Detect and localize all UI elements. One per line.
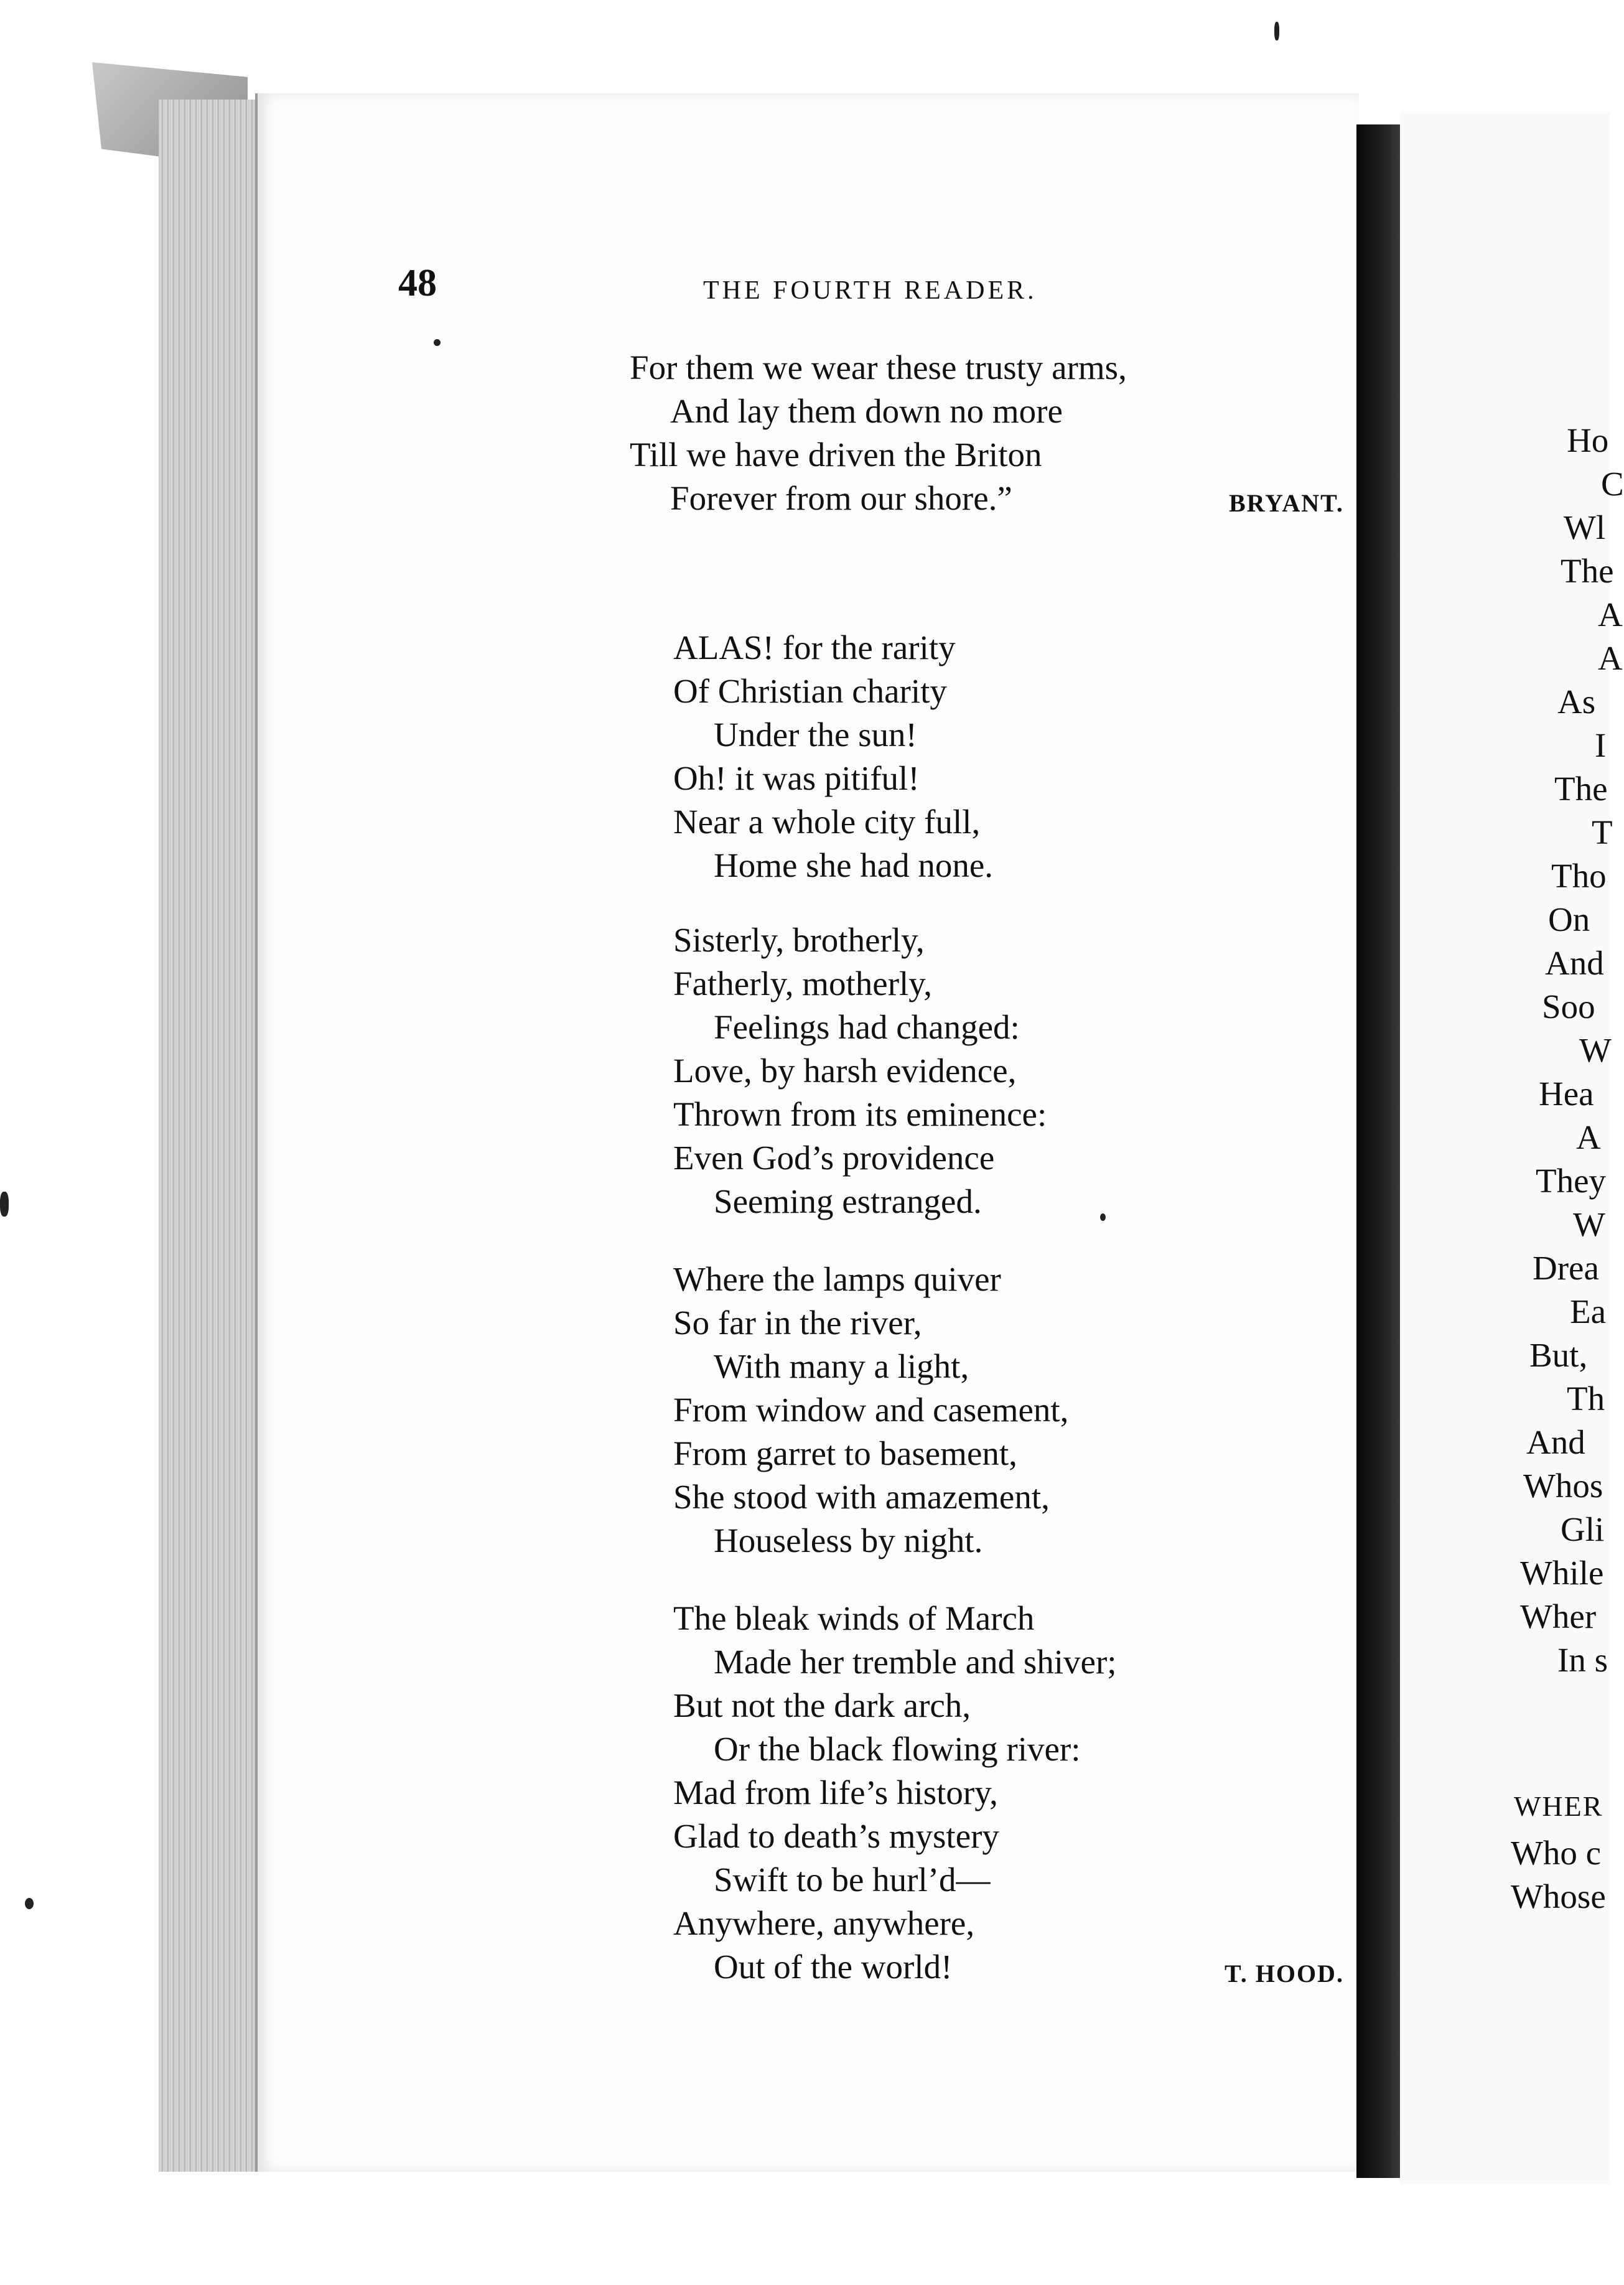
facing-page-fragment: Hea <box>1539 1075 1594 1113</box>
running-head: THE FOURTH READER. <box>703 276 1037 305</box>
facing-page-fragment: Th <box>1567 1380 1605 1418</box>
poem2-line: Oh! it was pitiful! <box>673 759 920 797</box>
facing-page-fragment: Ea <box>1570 1292 1607 1330</box>
facing-page-fragment: W <box>1573 1205 1605 1243</box>
poem2-line: Fatherly, motherly, <box>673 965 932 1002</box>
poem2-line: Or the black flowing river: <box>714 1730 1081 1768</box>
poem2-line: Love, by harsh evidence, <box>673 1052 1017 1090</box>
facing-page-fragment: And <box>1545 944 1604 982</box>
facing-page-fragment: In s <box>1557 1641 1608 1679</box>
facing-page-fragment: Wher <box>1520 1597 1597 1635</box>
facing-page-fragment: And <box>1526 1423 1585 1461</box>
facing-page-fragment: I <box>1595 726 1607 764</box>
poem2-line: The bleak winds of March <box>673 1599 1035 1637</box>
poem2-line: Home she had none. <box>714 846 994 884</box>
poem2-line: Houseless by night. <box>714 1521 983 1559</box>
poem2-line: Mad from life’s history, <box>673 1773 998 1811</box>
poem2-line: But not the dark arch, <box>673 1686 971 1724</box>
facing-page-fragment: Soo <box>1542 988 1595 1026</box>
poem2-line: Under the sun! <box>714 716 917 754</box>
poem2-line: Glad to death’s mystery <box>673 1817 999 1855</box>
facing-page-fragment: Drea <box>1533 1249 1599 1287</box>
poem2-line: From garret to basement, <box>673 1434 1017 1472</box>
facing-page-fragment: But, <box>1529 1336 1588 1374</box>
facing-page-fragment: Whose <box>1511 1877 1606 1915</box>
facing-page-fragment: Ho <box>1567 421 1609 459</box>
facing-page-fragment: On <box>1548 900 1590 938</box>
facing-page-fragment: The <box>1561 552 1614 590</box>
facing-page-fragment: Gli <box>1561 1510 1605 1548</box>
poem2-line: Where the lamps quiver <box>673 1260 1001 1298</box>
poem1-line: Till we have driven the Briton <box>630 436 1042 474</box>
poem2-line: She stood with amazement, <box>673 1478 1050 1516</box>
poem1-line: And lay them down no more <box>670 392 1063 430</box>
poem2-line: Swift to be hurl’d— <box>714 1861 991 1899</box>
facing-page-fragment: While <box>1520 1554 1604 1592</box>
facing-page-fragment: Wl <box>1564 508 1606 546</box>
poem2-line: So far in the river, <box>673 1304 922 1342</box>
ink-speck <box>1100 1213 1106 1221</box>
facing-page-fragment: A <box>1598 639 1623 677</box>
poem2-line: Even God’s providence <box>673 1139 995 1177</box>
facing-page-fragment: A <box>1576 1118 1601 1156</box>
poem2-attribution: T. HOOD. <box>1225 1960 1344 1988</box>
poem2-line: Feelings had changed: <box>714 1008 1020 1046</box>
poem2-line: Near a whole city full, <box>673 803 981 841</box>
ink-speck <box>1274 22 1279 40</box>
page-number: 48 <box>398 262 437 304</box>
poem1-line: For them we wear these trusty arms, <box>630 348 1127 386</box>
poem2-line: Made her tremble and shiver; <box>714 1643 1117 1681</box>
facing-page-fragment: Whos <box>1523 1467 1603 1505</box>
poem2-line: With many a light, <box>714 1347 969 1385</box>
poem2-line: ALAS! for the rarity <box>673 628 956 666</box>
poem2-line: Sisterly, brotherly, <box>673 921 925 959</box>
poem2-line: Thrown from its eminence: <box>673 1095 1047 1133</box>
ink-speck <box>0 1192 9 1217</box>
ink-speck <box>25 1898 34 1909</box>
facing-page-fragment: W <box>1579 1031 1612 1069</box>
book-gutter <box>1356 124 1400 2178</box>
facing-page-fragment: As <box>1557 683 1596 721</box>
facing-page-fragment: They <box>1536 1162 1607 1200</box>
poem2-line: Seeming estranged. <box>714 1182 982 1220</box>
facing-page-fragment: A <box>1598 596 1623 633</box>
poem2-line: Of Christian charity <box>673 672 947 710</box>
poem1-attribution: BRYANT. <box>1229 489 1344 517</box>
poem2-line: From window and casement, <box>673 1391 1069 1429</box>
facing-page-fragment: Tho <box>1551 857 1607 895</box>
page-edges <box>159 100 264 2172</box>
facing-page-fragment: Who c <box>1511 1834 1602 1872</box>
facing-page-fragment: The <box>1554 770 1608 808</box>
poem2-line: Out of the world! <box>714 1948 953 1986</box>
ink-speck <box>434 339 441 346</box>
facing-page-fragment: T <box>1592 813 1613 851</box>
poem1-line: Forever from our shore.” <box>670 479 1012 517</box>
facing-page-fragment: C <box>1601 465 1624 503</box>
facing-page-fragment: WHER <box>1514 1790 1603 1822</box>
poem2-line: Anywhere, anywhere, <box>673 1904 975 1942</box>
